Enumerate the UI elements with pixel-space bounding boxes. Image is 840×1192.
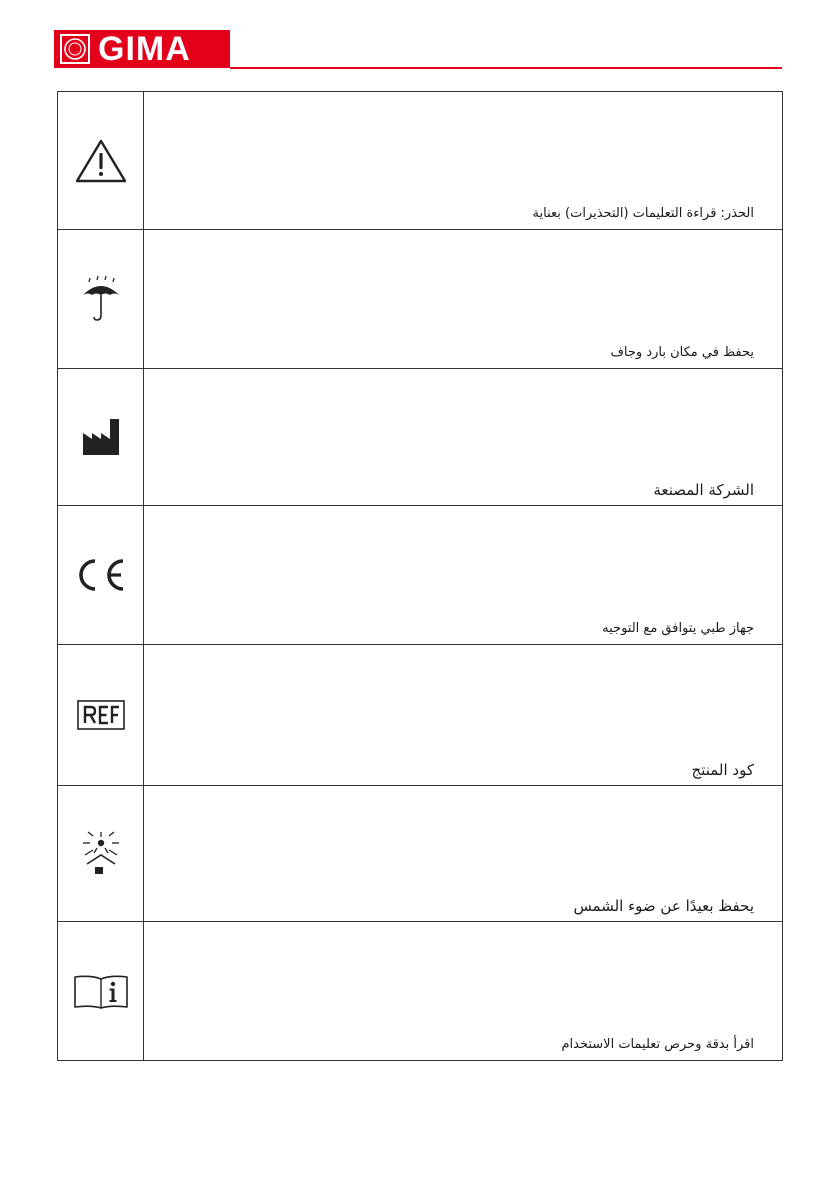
symbol-row (58, 786, 783, 922)
symbol-description: اقرأ بدقة وحرص تعليمات الاستخدام (561, 1037, 754, 1052)
symbol-icon-cell (58, 369, 144, 506)
consult-instructions-icon (73, 973, 129, 1009)
gima-logo (54, 30, 230, 68)
symbol-icon-cell (58, 645, 144, 786)
symbol-icon-cell (58, 786, 144, 922)
page-header (54, 30, 782, 70)
symbol-row (58, 506, 783, 645)
manufacturer-factory-icon (81, 417, 121, 457)
symbol-text-cell (144, 369, 783, 506)
symbol-text-cell (144, 230, 783, 369)
symbol-icon-cell (58, 922, 144, 1061)
symbol-text-cell (144, 786, 783, 922)
header-rule (230, 67, 782, 69)
keep-away-from-sunlight-icon (79, 831, 123, 877)
gima-seal-icon (58, 32, 92, 66)
ce-mark-icon (75, 557, 127, 593)
symbol-description: يحفظ بعيدًا عن ضوء الشمس (573, 897, 754, 915)
umbrella-keep-dry-icon (79, 275, 123, 323)
symbol-row (58, 645, 783, 786)
symbol-row (58, 92, 783, 230)
symbol-row (58, 369, 783, 506)
symbol-text-cell (144, 92, 783, 230)
symbol-icon-cell (58, 230, 144, 369)
symbol-row (58, 922, 783, 1061)
symbol-text-cell (144, 922, 783, 1061)
ref-catalogue-icon (77, 700, 125, 730)
symbol-text-cell (144, 645, 783, 786)
symbol-description: جهاز طبي يتوافق مع التوجيه (602, 621, 754, 636)
symbol-description: الحذر: قراءة التعليمات (التحذيرات) بعناية (532, 206, 754, 221)
symbol-text-cell (144, 506, 783, 645)
warning-triangle-icon (74, 138, 128, 184)
symbol-description: الشركة المصنعة (653, 481, 754, 499)
symbol-icon-cell (58, 506, 144, 645)
symbol-description: كود المنتج (691, 761, 754, 779)
symbol-icon-cell (58, 92, 144, 230)
symbol-description: يحفظ في مكان بارد وجاف (610, 345, 754, 360)
symbol-row (58, 230, 783, 369)
brand-name: GIMA (98, 30, 191, 68)
symbols-table (57, 91, 783, 1061)
